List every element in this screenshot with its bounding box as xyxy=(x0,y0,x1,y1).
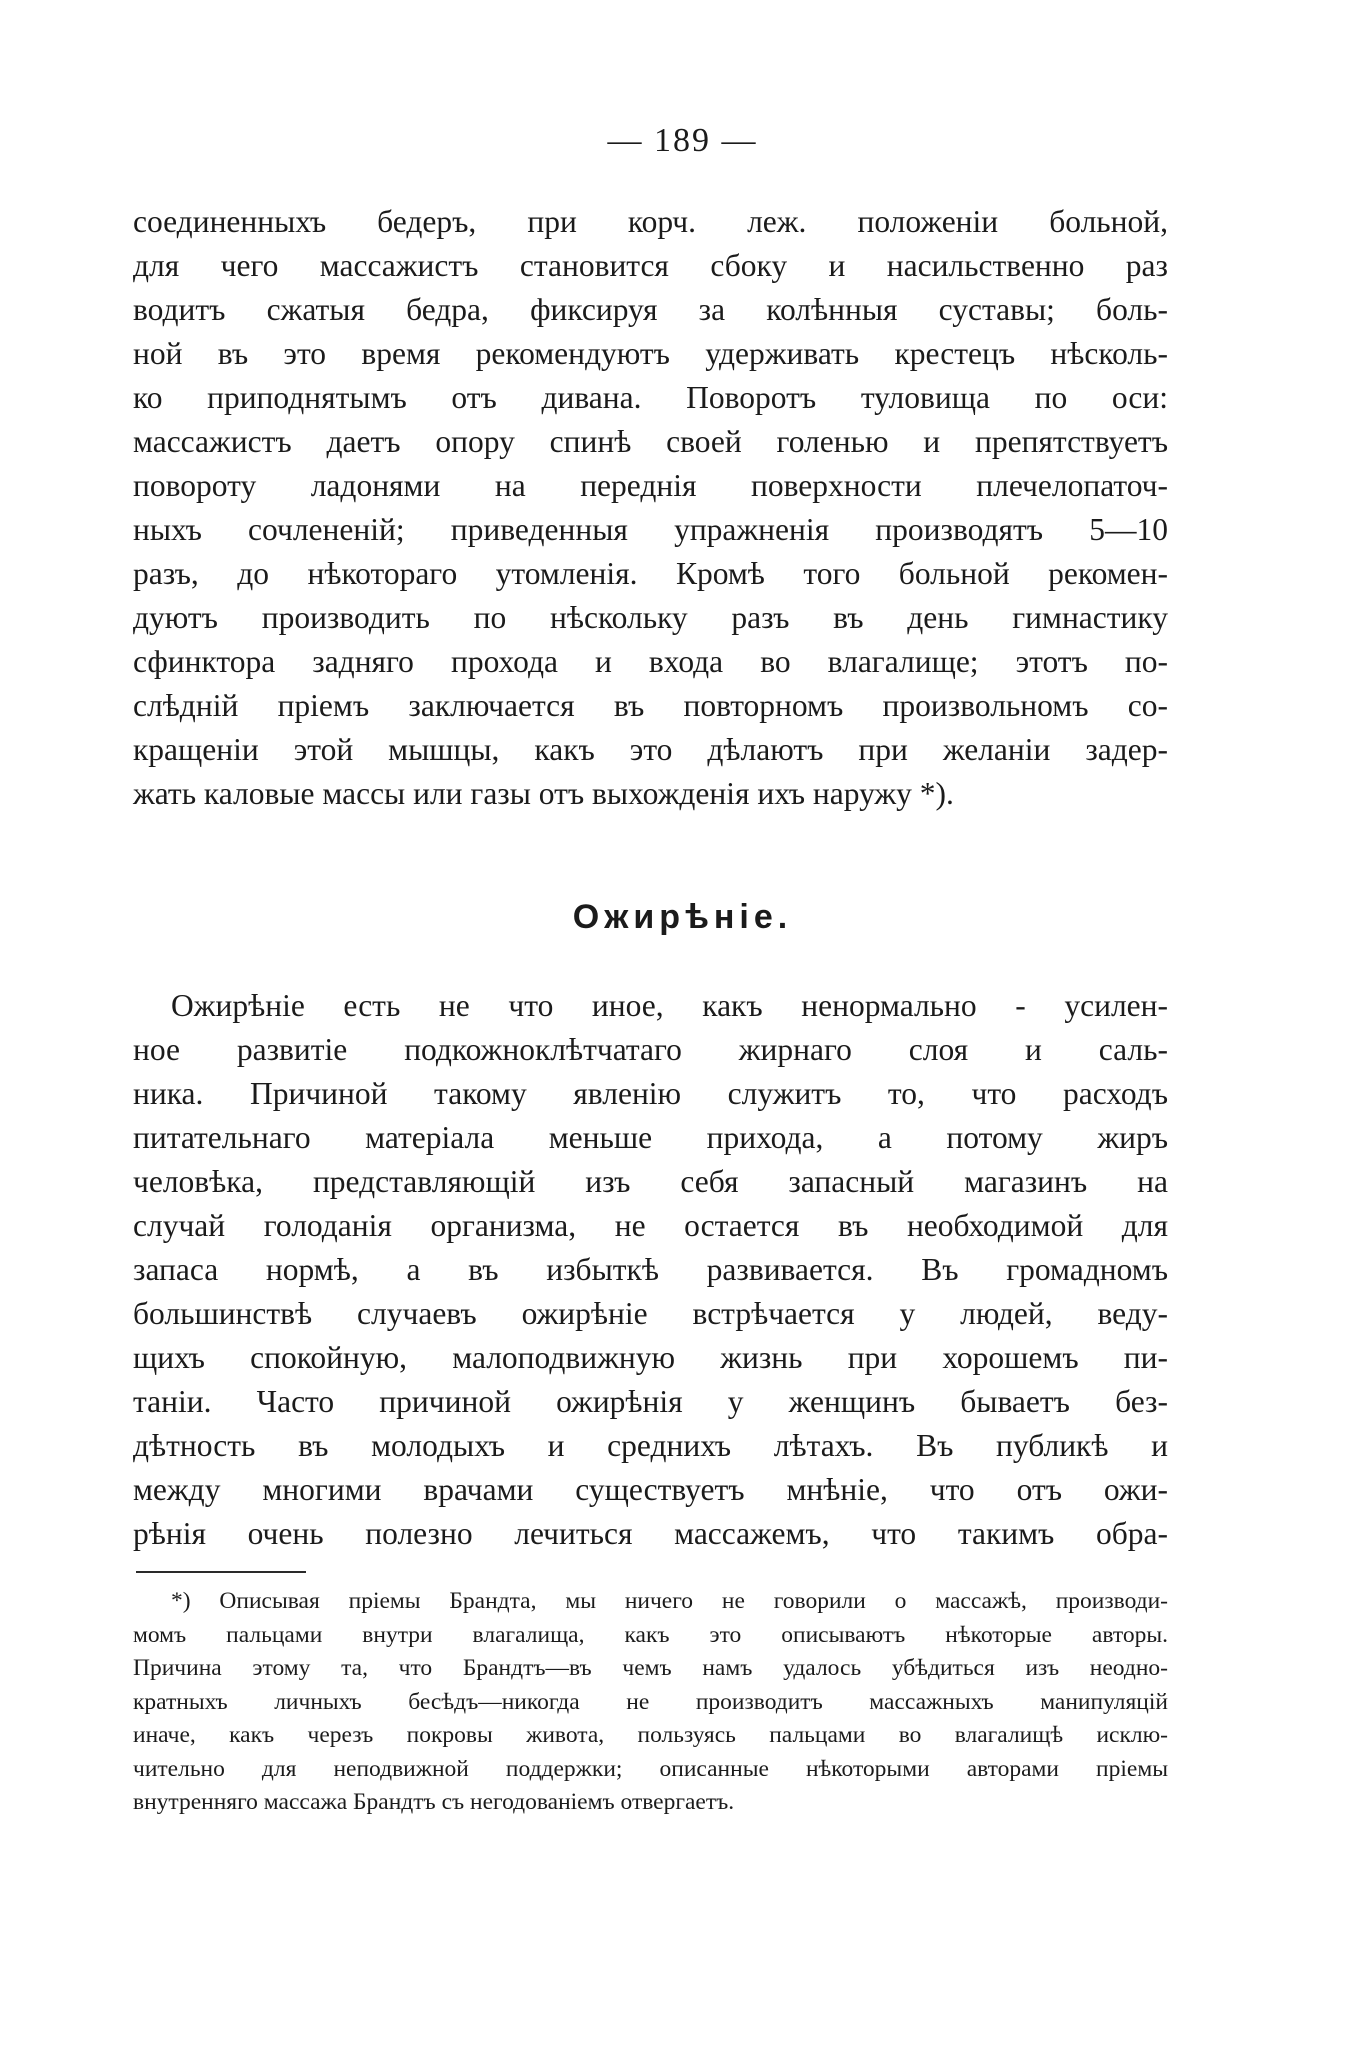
text-line: водитъ сжатыя бедра, фиксируя за колѣнныя суставы; боль- xyxy=(133,292,1168,327)
footnote-line: чительно для неподвижной поддержки; описанные нѣкоторыми авторами пріемы xyxy=(133,1755,1168,1782)
text-line: рѣнія очень полезно лечиться массажемъ, что такимъ обра- xyxy=(133,1516,1168,1551)
text-line: ника. Причиной такому явленію служитъ то, что расходъ xyxy=(133,1076,1168,1111)
text-line: для чего массажистъ становится сбоку и насильственно раз xyxy=(133,248,1168,283)
text-line: случай голоданія организма, не остается въ необходимой для xyxy=(133,1208,1168,1243)
text-line: большинствѣ случаевъ ожирѣніе встрѣчается у людей, веду- xyxy=(133,1296,1168,1331)
footnote-line: *) Описывая пріемы Брандта, мы ничего не говорили о массажѣ, производи- xyxy=(171,1588,1168,1614)
text-line: запаса нормѣ, а въ избыткѣ развивается. Въ громадномъ xyxy=(133,1252,1168,1287)
text-line: массажистъ даетъ опору спинѣ своей голенью и препятствуетъ xyxy=(133,424,1168,459)
paragraph-continued xyxy=(133,200,1168,816)
text-line: ной въ это время рекомендуютъ удерживать крестецъ нѣсколь- xyxy=(133,336,1168,371)
text-line: сфинктора задняго прохода и входа во влагалище; этотъ по- xyxy=(133,644,1168,679)
footnote xyxy=(133,1585,1168,1820)
page-number: — 189 — xyxy=(607,122,758,159)
text-line: Ожирѣніе есть не что иное, какъ ненормально - усилен- xyxy=(171,988,1168,1023)
text-line: питательнаго матеріала меньше прихода, а потому жиръ xyxy=(133,1120,1168,1155)
footnote-divider xyxy=(136,1571,306,1573)
text-line: щихъ спокойную, малоподвижную жизнь при хорошемъ пи- xyxy=(133,1340,1168,1375)
text-line: таніи. Часто причиной ожирѣнія у женщинъ бываетъ без- xyxy=(133,1384,1168,1419)
text-line: дуютъ производить по нѣскольку разъ въ день гимнастику xyxy=(133,600,1168,635)
text-line: ное развитіе подкожноклѣтчатаго жирнаго слоя и саль- xyxy=(133,1032,1168,1067)
footnote-line: Причина этому та, что Брандтъ—въ чемъ намъ удалось убѣдиться изъ неодно- xyxy=(133,1655,1168,1681)
paragraph-obesity xyxy=(133,984,1168,1556)
text-line: повороту ладонями на переднія поверхности плечелопаточ- xyxy=(133,468,1168,503)
footnote-line: внутренняго массажа Брандтъ съ негодованіемъ отвергаетъ. xyxy=(133,1789,735,1815)
text-line: между многими врачами существуетъ мнѣніе, что отъ ожи- xyxy=(133,1472,1168,1507)
section-heading: Ожирѣніе. xyxy=(572,898,793,936)
text-line: человѣка, представляющій изъ себя запасный магазинъ на xyxy=(133,1164,1168,1199)
text-line: жать каловые массы или газы отъ выхожденія ихъ наружу *). xyxy=(133,776,954,811)
text-line: соединенныхъ бедеръ, при корч. леж. положеніи больной, xyxy=(133,204,1168,239)
footnote-line: кратныхъ личныхъ бесѣдъ—никогда не производитъ массажныхъ манипуляцій xyxy=(133,1688,1168,1715)
footnote-line: иначе, какъ черезъ покровы живота, пользуясь пальцами во влагалищѣ исклю- xyxy=(133,1722,1168,1748)
text-line: ко приподнятымъ отъ дивана. Поворотъ туловища по оси: xyxy=(133,380,1168,415)
footnote-line: момъ пальцами внутри влагалища, какъ это описываютъ нѣкоторые авторы. xyxy=(133,1621,1168,1648)
text-line: кращеніи этой мышцы, какъ это дѣлаютъ при желаніи задер- xyxy=(133,732,1168,767)
text-line: слѣдній пріемъ заключается въ повторномъ произвольномъ со- xyxy=(133,688,1168,723)
text-line: ныхъ сочлененій; приведенныя упражненія производятъ 5—10 xyxy=(133,512,1168,547)
text-line: дѣтность въ молодыхъ и среднихъ лѣтахъ. Въ публикѣ и xyxy=(133,1428,1168,1463)
text-line: разъ, до нѣкотораго утомленія. Кромѣ того больной рекомен- xyxy=(133,556,1168,591)
